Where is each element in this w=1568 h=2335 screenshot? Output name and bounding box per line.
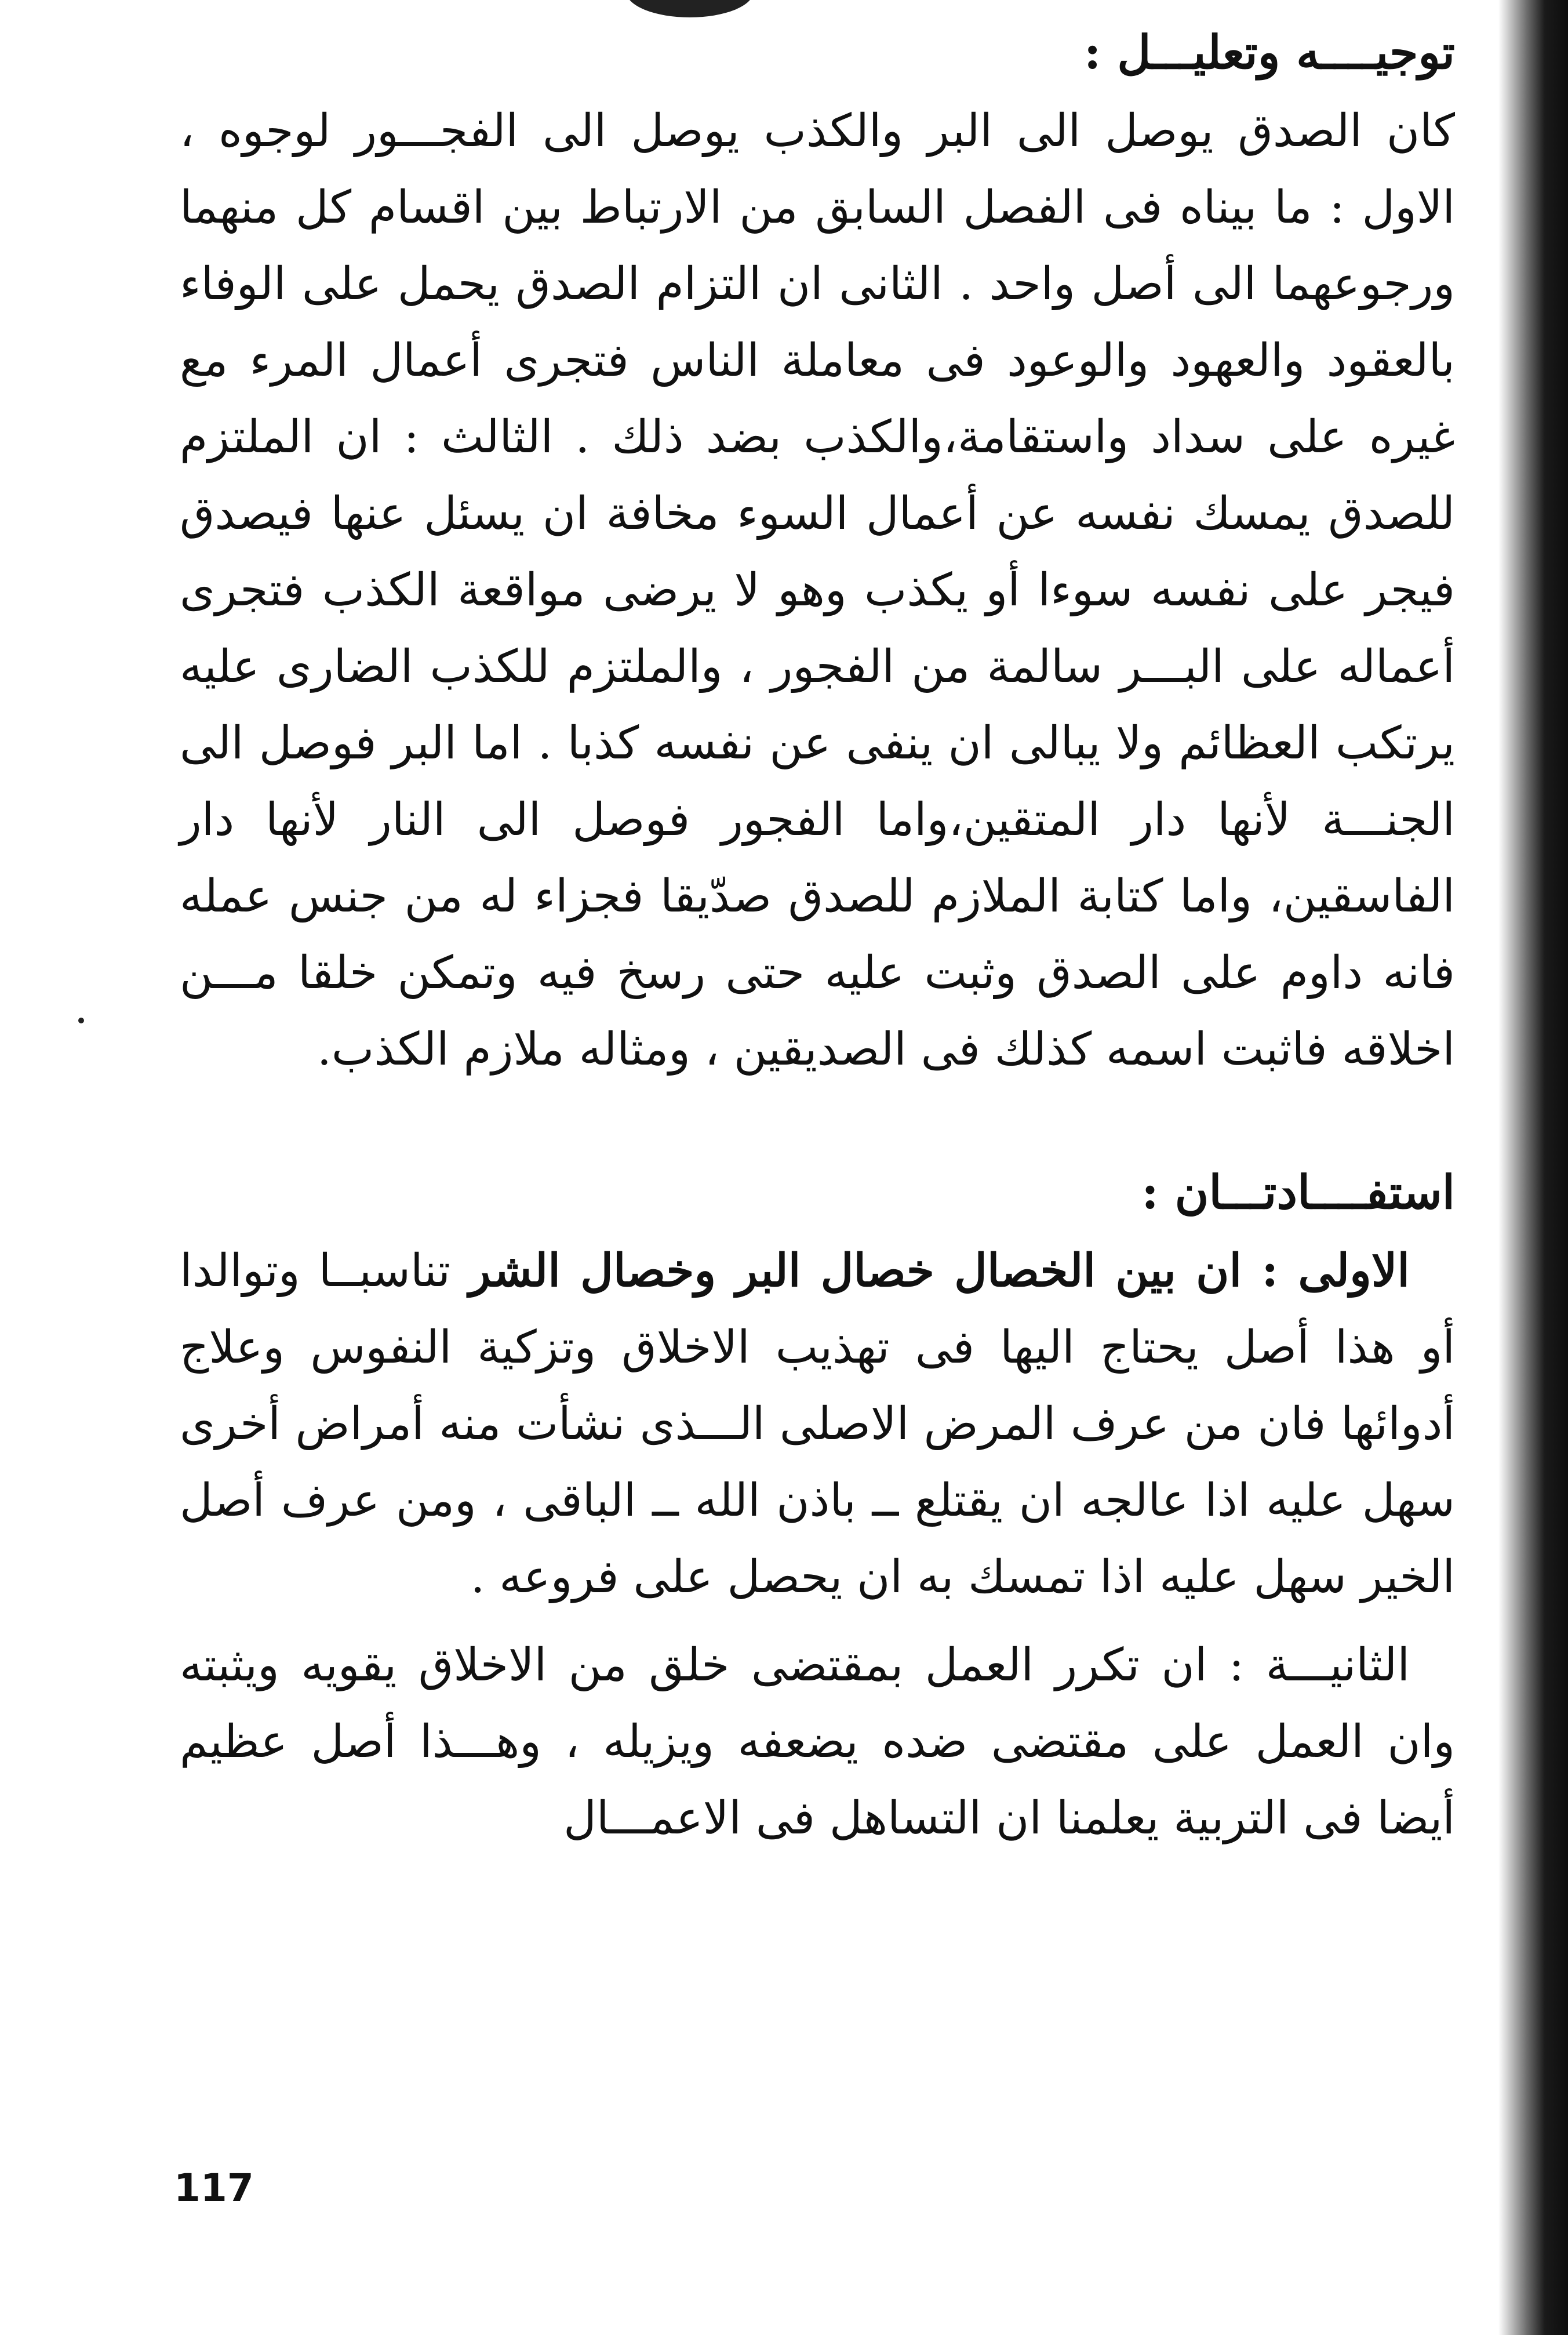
section-paragraph-guidance: كان الصدق يوصل الى البر والكذب يوصل الى الفجـــور لوجوه ، الاول : ما بيناه فى الفصل السابق من الارتباط بين اقسام كل منهما ورجوعهما الى أصل واحد . الثانى ان التزام الصدق يحمل على الوفاء بالعقود والعهود والوعود فى معاملة الناس فتجرى أعمال المرء مع غيره على سداد واستقامة،والكذب بضد ذلك . الثالث : ان الملتزم للصدق يمسك نفسه عن أعمال السوء مخافة ان يسئل عنها فيصدق فيجر على نفسه سوءا أو يكذب وهو لا يرضى مواقعة الكذب فتجرى أعماله على البـــر سالمة من الفجور ، والملتزم للكذب الضارى عليه يرتكب العظائم ولا يبالى ان ينفى عن نفسه كذبا . اما البر فوصل الى الجنـــة لأنها دار المتقين،واما الفجور فوصل الى النار لأنها دار الفاسقين، واما كتابة الملازم للصدق صدّيقا فجزاء له من جنس عمله فانه داوم على الصدق وثبت عليه حتى رسخ فيه وتمكن خلقا مـــن اخلاقه فاثبت اسمه كذلك فى الصديقين ، ومثاله ملازم الكذب. xyxy=(180,105,1455,1076)
section-heading-guidance: توجيــــه وتعليـــل : xyxy=(1083,25,1455,79)
section-heading-benefits: استفــــادتـــان : xyxy=(1141,1165,1455,1219)
benefit-first-text: تناسبــا وتوالدا أو هذا أصل يحتاج اليها فى تهذيب الاخلاق وتزكية النفوس وعلاج أدوائها فان من عرف المرض الاصلى الـــذى نشأت منه أمراض أخرى سهل عليه اذا عالجه ان يقتلع ــ باذن الله ــ الباقى ، ومن عرف أصل الخير سهل عليه اذا تمسك به ان يحصل على فروعه . xyxy=(180,1245,1455,1603)
scan-page-edge xyxy=(1498,0,1568,2335)
benefit-first-paragraph xyxy=(180,1233,1455,1615)
benefit-first-lead: الاولى : ان بين الخصال خصال البر وخصال الشر xyxy=(468,1244,1410,1297)
page-body xyxy=(180,12,1455,1857)
page-number: 117 xyxy=(174,2166,254,2210)
benefit-second-paragraph xyxy=(180,1627,1455,1857)
benefit-second-text: الثانيـــة : ان تكرر العمل بمقتضى خلق من الاخلاق يقويه ويثبته وان العمل على مقتضى ضده يضعفه ويزيله ، وهـــذا أصل عظيم أيضا فى التربية يعلمنا ان التساهل فى الاعمـــال xyxy=(180,1639,1455,1844)
scan-speck xyxy=(78,1018,84,1023)
